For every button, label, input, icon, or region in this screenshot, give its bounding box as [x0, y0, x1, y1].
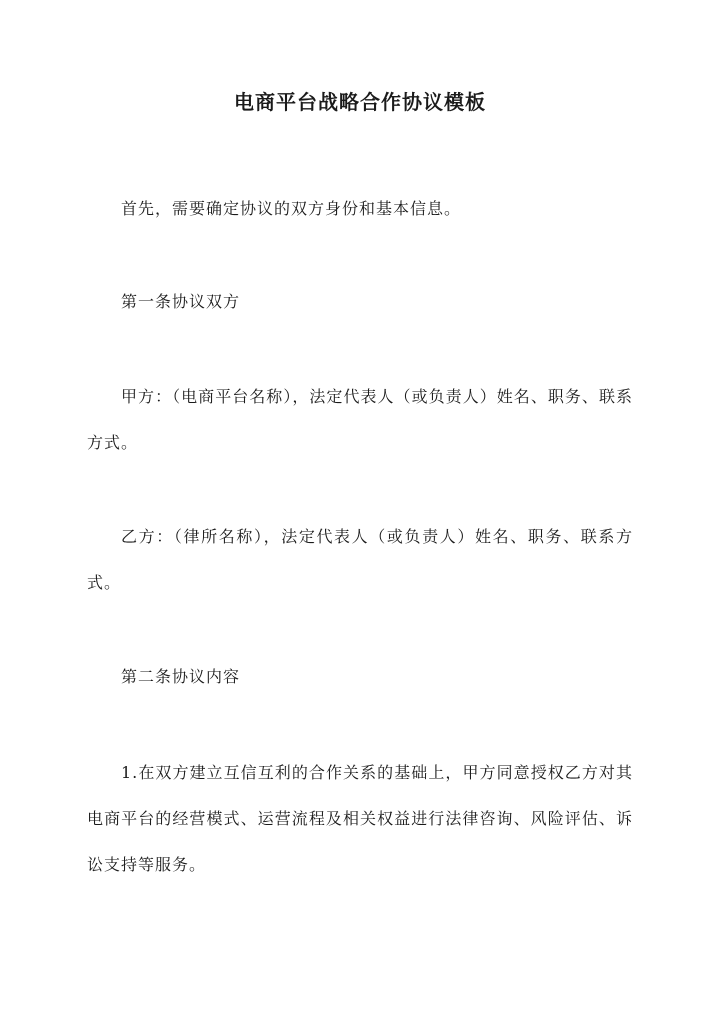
party-b-paragraph: 乙方：（律所名称），法定代表人（或负责人）姓名、职务、联系方式。	[87, 527, 633, 592]
party-a-paragraph: 甲方：（电商平台名称），法定代表人（或负责人）姓名、职务、联系方式。	[87, 387, 633, 452]
article-1-heading: 第一条协议双方	[121, 292, 241, 311]
document-title: 电商平台战略合作协议模板	[234, 90, 486, 114]
clause-1-paragraph: 1.在双方建立互信互利的合作关系的基础上，甲方同意授权乙方对其电商平台的经营模式、运营流程及相关权益进行法律咨询、风险评估、诉讼支持等服务。	[87, 763, 633, 874]
article-2-heading: 第二条协议内容	[121, 667, 241, 686]
paragraph-intro: 首先，需要确定协议的双方身份和基本信息。	[121, 199, 462, 218]
